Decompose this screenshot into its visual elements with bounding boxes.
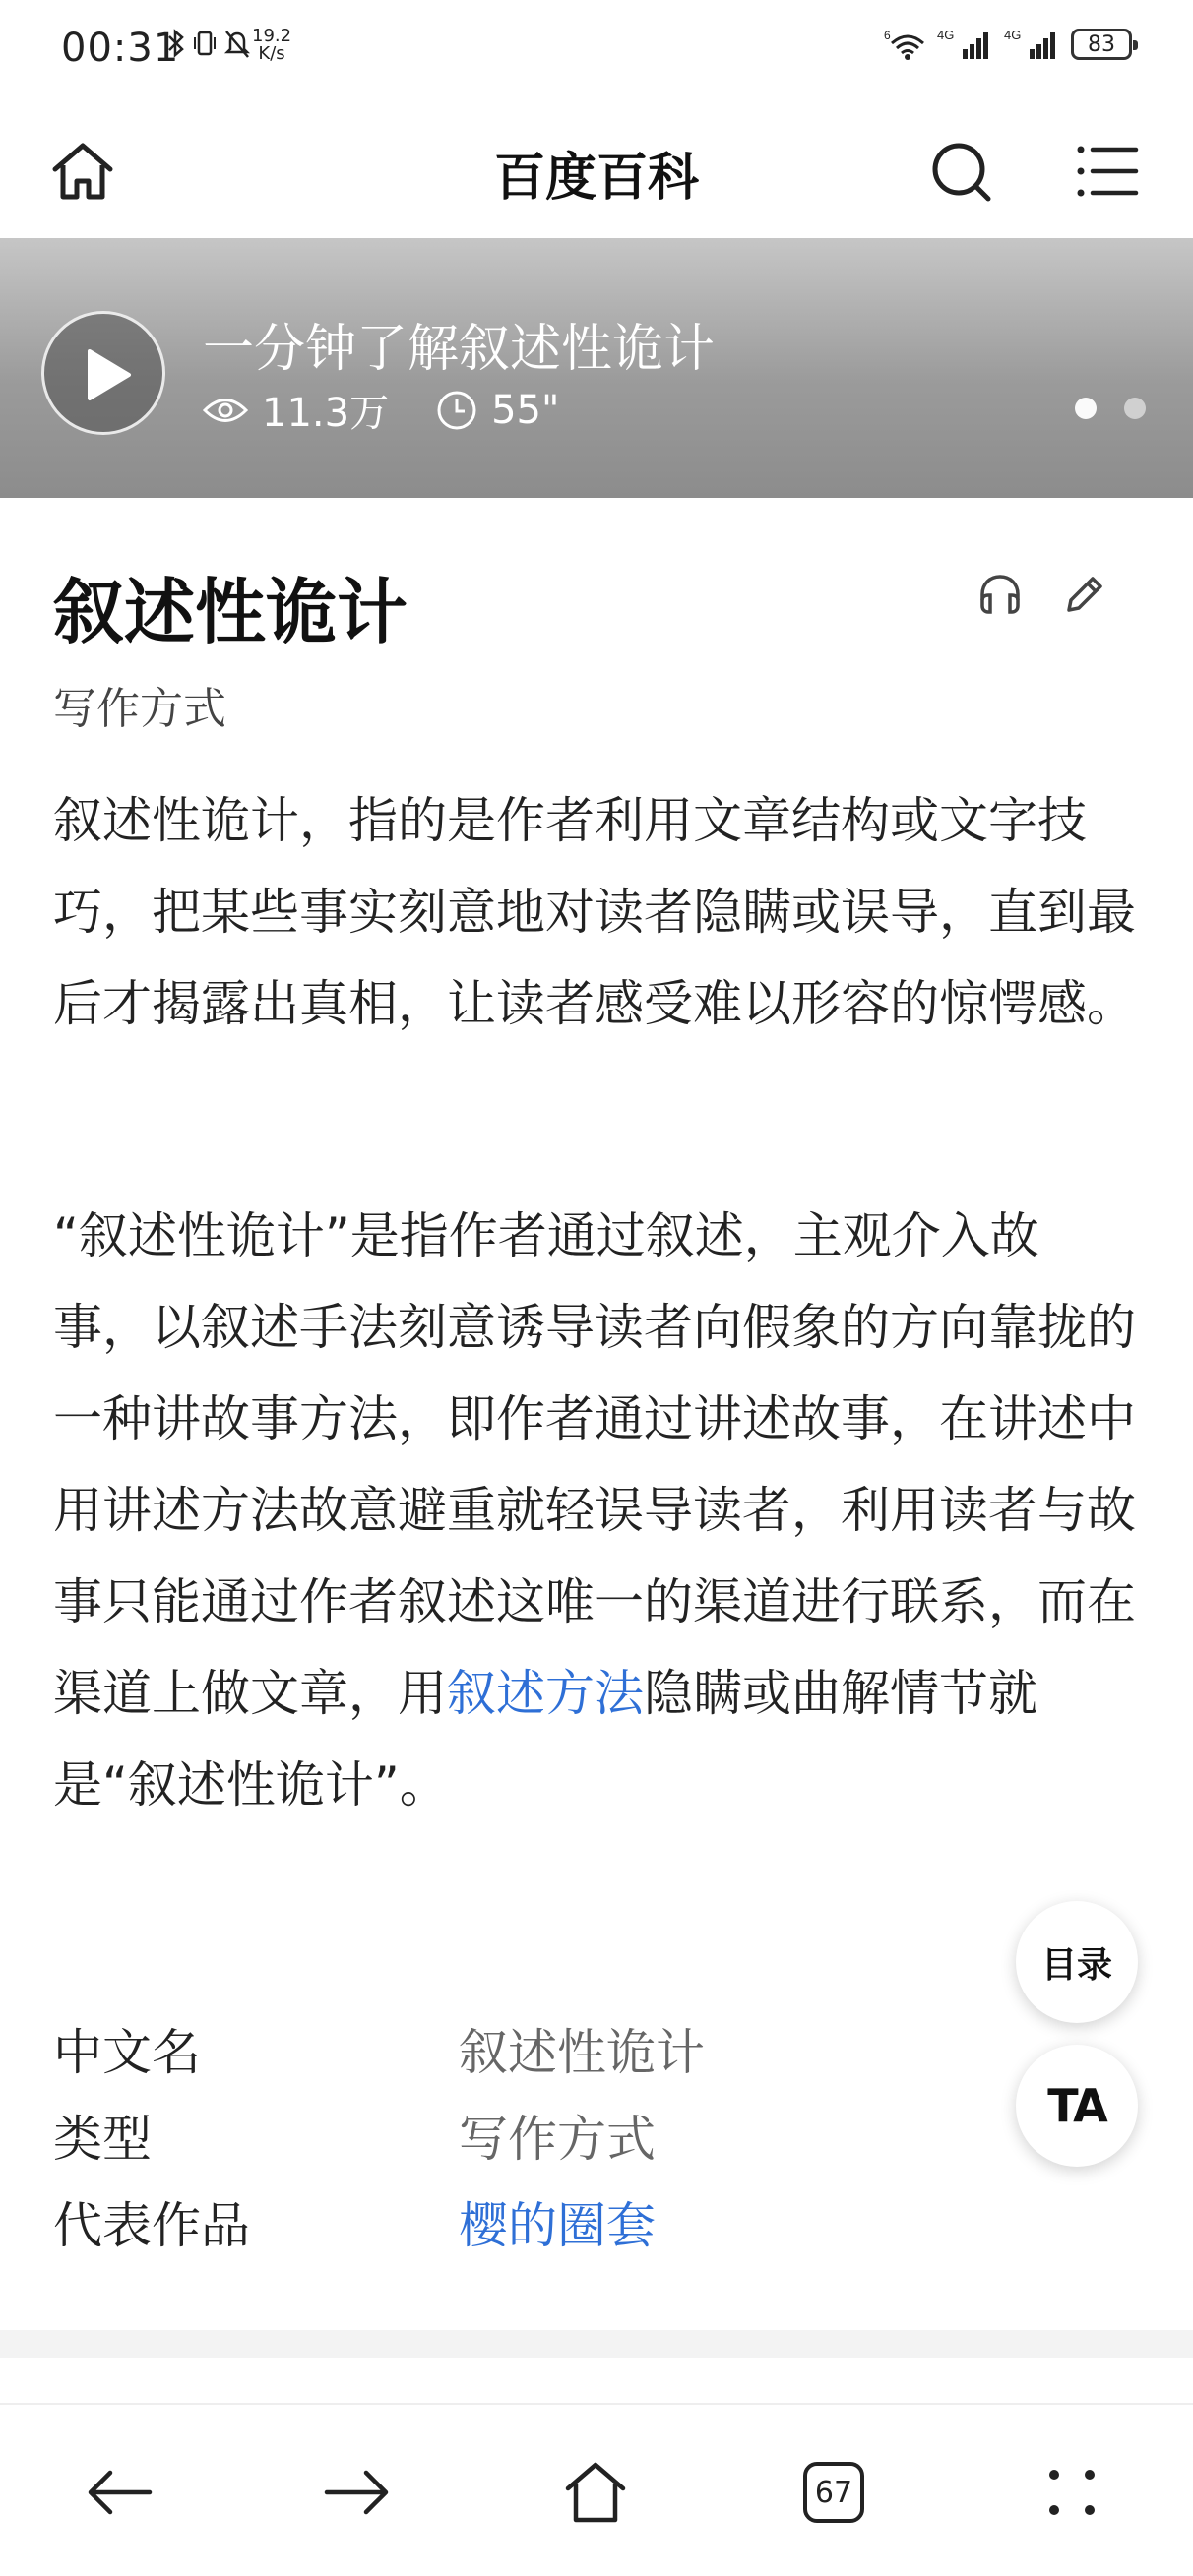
section-divider: [0, 2330, 1193, 2358]
representative-work-link[interactable]: 樱的圈套: [459, 2197, 656, 2254]
info-value: 写作方式: [459, 2111, 656, 2168]
svg-text:6: 6: [884, 29, 891, 42]
app-header: [0, 98, 1193, 238]
info-key: 代表作品: [53, 2197, 250, 2254]
menu-icon[interactable]: [1075, 138, 1142, 205]
info-key: 中文名: [53, 2024, 201, 2081]
clock-icon: [436, 390, 477, 431]
browser-bottom-nav: [0, 2403, 1193, 2576]
video-title: 一分钟了解叙述性诡计: [203, 320, 716, 379]
vibrate-icon: [193, 28, 217, 59]
back-button[interactable]: [75, 2448, 163, 2537]
summary-paragraph: 叙述性诡计，指的是作者利用文章结构或文字技巧，把某些事实刻意地对读者隐瞒或误导，直到最后才揭露出真相，让读者感受难以形容的惊愕感。: [53, 792, 1136, 1032]
duration-value: 55": [491, 387, 560, 433]
tabs-count: 67: [803, 2462, 864, 2523]
eye-icon: [203, 396, 248, 425]
status-time: 00:31: [61, 26, 180, 71]
info-key: 类型: [53, 2111, 152, 2168]
signal-4g-icon: [937, 28, 994, 61]
view-count-value: 11.3万: [262, 391, 390, 436]
more-dots-icon: [1044, 2465, 1099, 2520]
signal-4g-icon: [1004, 28, 1061, 61]
mute-bell-icon: [222, 28, 252, 59]
page-title: 百度百科: [493, 149, 699, 208]
svg-text:4G: 4G: [1004, 28, 1022, 42]
speed-value: 19.2: [252, 26, 292, 46]
headphones-icon[interactable]: [976, 571, 1024, 618]
network-speed: [252, 28, 291, 63]
home-button[interactable]: [551, 2448, 640, 2537]
table-of-contents-button[interactable]: 目录: [1016, 1901, 1138, 2023]
tabs-button[interactable]: [789, 2448, 878, 2537]
narrative-method-link[interactable]: 叙述方法: [447, 1665, 644, 1722]
edit-icon[interactable]: [1061, 571, 1108, 618]
svg-text:4G: 4G: [937, 28, 955, 42]
status-icons-left: [165, 28, 252, 59]
entry-title: 叙述性诡计: [53, 571, 408, 653]
wifi-icon: [884, 28, 927, 61]
home-icon: [560, 2457, 631, 2528]
speed-unit: K/s: [258, 43, 285, 64]
play-button[interactable]: [41, 311, 165, 435]
info-value: 叙述性诡计: [459, 2024, 705, 2081]
carousel-dots: [1075, 398, 1146, 419]
more-button[interactable]: [1028, 2448, 1116, 2537]
description-text: “叙述性诡计”是指作者通过叙述，主观介入故事，以叙述手法刻意诱导读者向假象的方向靠拢的一种讲故事方法，即作者通过讲述故事，在讲述中用讲述方法故意避重就轻误导读者，利用读者与故事只能通过作者叙述这唯一的渠道进行联系，而在渠道上做文章，用: [53, 1207, 1136, 1722]
play-icon: [84, 347, 133, 402]
battery-indicator: [1071, 29, 1132, 60]
battery-level: 83: [1088, 31, 1115, 57]
carousel-dot-active[interactable]: [1075, 398, 1097, 419]
entry-subtitle: 写作方式: [53, 684, 226, 734]
bluetooth-icon: [165, 28, 187, 59]
description-text-end: 隐瞒或曲解情节就是“叙述性诡计”。: [53, 1665, 1037, 1813]
text-size-button[interactable]: TA: [1016, 2045, 1138, 2167]
search-icon[interactable]: [927, 138, 994, 205]
arrow-left-icon: [85, 2468, 154, 2517]
description-paragraph: [53, 1191, 1136, 1831]
carousel-dot[interactable]: [1124, 398, 1146, 419]
arrow-right-icon: [323, 2468, 392, 2517]
forward-button[interactable]: [313, 2448, 402, 2537]
status-bar: [0, 0, 1193, 98]
view-count: [203, 382, 389, 438]
video-banner[interactable]: [0, 238, 1193, 498]
video-duration: [436, 388, 559, 433]
status-icons-right: [884, 28, 1132, 61]
video-meta: [203, 382, 606, 438]
